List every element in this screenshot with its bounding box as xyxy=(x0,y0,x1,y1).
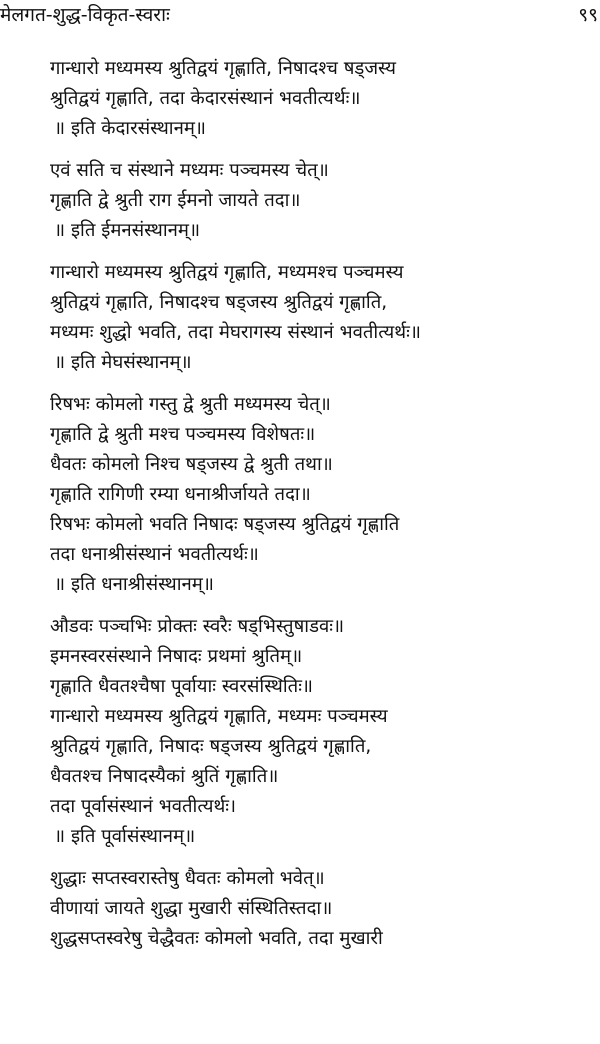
verse-stanza xyxy=(50,864,595,954)
colophon-line: ॥ इति केदारसंस्थानम्॥ xyxy=(54,118,207,139)
colophon-line: ॥ इति मेघसंस्थानम्॥ xyxy=(54,352,192,373)
verse-line: औडवः पञ्चभिः प्रोक्तः स्वरैः षड्भिस्तुषाडवः॥ xyxy=(50,616,345,637)
verse-line: गृह्णाति द्वे श्रुती राग ईमनो जायते तदा॥ xyxy=(50,190,301,211)
verse-line: गान्धारो मध्यमस्य श्रुतिद्वयं गृह्णाति, निषादश्च षड्जस्य xyxy=(50,58,396,79)
verse-line: श्रुतिद्वयं गृह्णाति, तदा केदारसंस्थानं भवतीत्यर्थः॥ xyxy=(50,88,361,109)
verse-line: एवं सति च संस्थाने मध्यमः पञ्चमस्य चेत्॥ xyxy=(50,160,329,181)
colophon-line: ॥ इति ईमनसंस्थानम्॥ xyxy=(54,220,201,241)
verse-line: श्रुतिद्वयं गृह्णाति, निषादश्च षड्जस्य श्रुतिद्वयं गृह्णाति, xyxy=(50,292,388,313)
verse-line: गान्धारो मध्यमस्य श्रुतिद्वयं गृह्णाति, मध्यमः पञ्चमस्य xyxy=(50,706,388,727)
verse-line: तदा पूर्वासंस्थानं भवतीत्यर्थः। xyxy=(50,796,237,817)
running-header xyxy=(0,2,600,30)
page-number: ९९ xyxy=(578,4,598,26)
verse-line: श्रुतिद्वयं गृह्णाति, निषादः षड्जस्य श्रुतिद्वयं गृह्णाति, xyxy=(50,736,372,757)
verse-line: गृह्णाति द्वे श्रुती मश्च पञ्चमस्य विशेषतः॥ xyxy=(50,424,316,445)
colophon-line: ॥ इति पूर्वासंस्थानम्॥ xyxy=(54,826,196,847)
verse-line: रिषभः कोमलो गस्तु द्वे श्रुती मध्यमस्य चेत्॥ xyxy=(50,394,331,415)
verse-stanza xyxy=(50,612,595,852)
colophon-line: ॥ इति धनाश्रीसंस्थानम्॥ xyxy=(54,574,214,595)
verse-line: गृह्णाति रागिणी रम्या धनाश्रीर्जायते तदा॥ xyxy=(50,484,311,505)
page-body xyxy=(50,54,595,966)
verse-stanza xyxy=(50,258,595,378)
verse-line: गृह्णाति धैवतश्चैषा पूर्वायाः स्वरसंस्थितिः॥ xyxy=(50,676,314,697)
verse-line: रिषभः कोमलो भवति निषादः षड्जस्य श्रुतिद्वयं गृह्णाति xyxy=(50,514,400,535)
verse-line: धैवतः कोमलो निश्च षड्जस्य द्वे श्रुती तथा॥ xyxy=(50,454,333,475)
verse-line: इमनस्वरसंस्थाने निषादः प्रथमां श्रुतिम्॥ xyxy=(50,646,303,667)
verse-line: वीणायां जायते शुद्धा मुखारी संस्थितिस्तदा॥ xyxy=(50,898,333,919)
verse-line: मध्यमः शुद्धो भवति, तदा मेघरागस्य संस्थानं भवतीत्यर्थः॥ xyxy=(50,322,421,343)
verse-line: तदा धनाश्रीसंस्थानं भवतीत्यर्थः॥ xyxy=(50,544,259,565)
running-header-title: मेलगत-शुद्ध-विकृत-स्वराः xyxy=(0,4,170,26)
verse-line: शुद्धसप्तस्वरेषु चेद्धैवतः कोमलो भवति, तदा मुखारी xyxy=(50,928,383,949)
verse-line: शुद्धाः सप्तस्वरास्तेषु धैवतः कोमलो भवेत्॥ xyxy=(50,868,325,889)
verse-stanza xyxy=(50,390,595,600)
verse-stanza xyxy=(50,156,595,246)
verse-line: गान्धारो मध्यमस्य श्रुतिद्वयं गृह्णाति, मध्यमश्च पञ्चमस्य xyxy=(50,262,404,283)
verse-line: धैवतश्च निषादस्यैकां श्रुतिं गृह्णाति॥ xyxy=(50,766,279,787)
verse-stanza xyxy=(50,54,595,144)
